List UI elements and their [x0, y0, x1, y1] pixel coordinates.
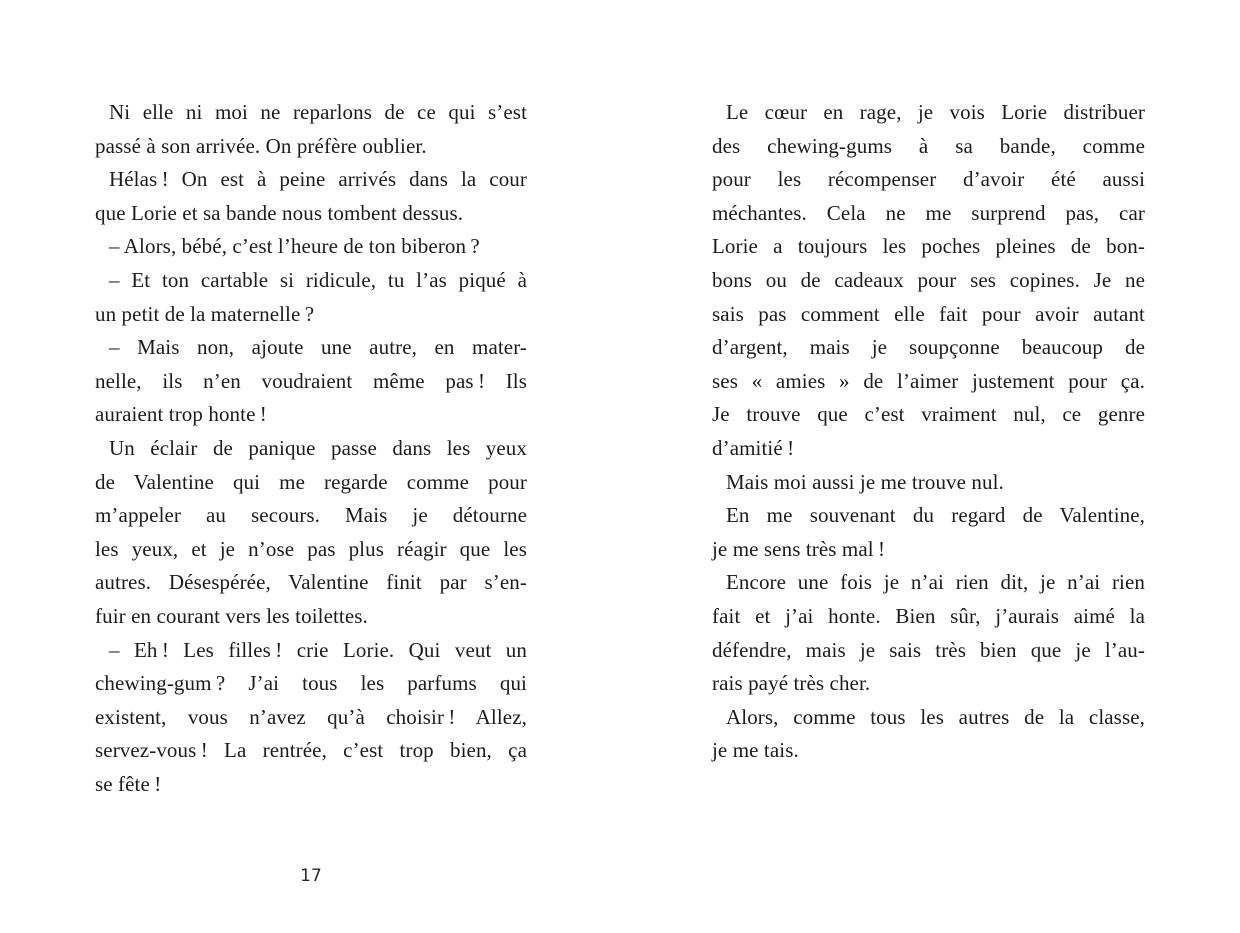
paragraph: [712, 499, 1145, 566]
text-line: d’argent, mais je soupçonne beaucoup de: [712, 335, 1145, 360]
text-line: – Alors, bébé, c’est l’heure de ton biberon ?: [109, 234, 480, 259]
text-line: – Et ton cartable si ridicule, tu l’as piqué à: [109, 267, 527, 292]
text-line: autres. Désespérée, Valentine finit par s’en-: [95, 570, 527, 595]
paragraph: [712, 96, 1145, 466]
paragraph: [712, 701, 1145, 768]
text-line: pour les récompenser d’avoir été aussi: [712, 167, 1145, 192]
text-line: chewing-gum ? J’ai tous les parfums qui: [95, 671, 527, 696]
text-line: bons ou de cadeaux pour ses copines. Je ne: [712, 267, 1145, 292]
text-line: nelle, ils n’en voudraient même pas ! Ils: [95, 368, 527, 393]
text-line: sais pas comment elle fait pour avoir autant: [712, 301, 1145, 326]
text-line: passé à son arrivée. On préfère oublier.: [95, 133, 427, 158]
paragraph: [95, 634, 527, 802]
text-line: En me souvenant du regard de Valentine,: [726, 503, 1145, 528]
text-line: Lorie a toujours les poches pleines de bon-: [712, 234, 1145, 259]
text-line: Ni elle ni moi ne reparlons de ce qui s’est: [109, 100, 527, 124]
paragraph: [95, 163, 527, 230]
paragraph: [712, 566, 1145, 700]
paragraph: [712, 466, 1145, 500]
text-line: Je trouve que c’est vraiment nul, ce genre: [712, 402, 1145, 427]
paragraph: [95, 230, 527, 264]
text-line: Un éclair de panique passe dans les yeux: [109, 435, 527, 460]
text-line: que Lorie et sa bande nous tombent dessus.: [95, 200, 464, 225]
text-line: servez-vous ! La rentrée, c’est trop bien, ça: [95, 738, 527, 763]
page-number: 17: [300, 866, 322, 886]
text-line: Le cœur en rage, je vois Lorie distribuer: [726, 100, 1145, 124]
text-line: de Valentine qui me regarde comme pour: [95, 469, 527, 494]
paragraph: [95, 96, 527, 163]
text-line: Alors, comme tous les autres de la classe,: [726, 704, 1145, 729]
text-line: les yeux, et je n’ose pas plus réagir que les: [95, 536, 527, 561]
text-line: fait et j’ai honte. Bien sûr, j’aurais aimé la: [712, 603, 1145, 628]
text-line: je me tais.: [712, 738, 799, 763]
text-line: méchantes. Cela ne me surprend pas, car: [712, 200, 1145, 225]
text-line: défendre, mais je sais très bien que je l’au-: [712, 637, 1145, 662]
paragraph: [95, 432, 527, 634]
text-line: – Eh ! Les filles ! crie Lorie. Qui veut un: [109, 637, 527, 662]
text-line: d’amitié !: [712, 435, 795, 460]
text-line: Hélas ! On est à peine arrivés dans la cour: [109, 167, 527, 192]
paragraph: [95, 264, 527, 331]
text-line: je me sens très mal !: [712, 536, 886, 561]
text-line: ses « amies » de l’aimer justement pour ça.: [712, 368, 1145, 393]
text-line: un petit de la maternelle ?: [95, 301, 315, 326]
text-line: Encore une fois je n’ai rien dit, je n’ai rien: [726, 570, 1145, 595]
text-line: des chewing-gums à sa bande, comme: [712, 133, 1145, 158]
text-line: se fête !: [95, 771, 162, 796]
text-line: auraient trop honte !: [95, 402, 267, 427]
text-line: fuir en courant vers les toilettes.: [95, 603, 368, 628]
text-column-right: [712, 96, 1145, 768]
text-line: rais payé très cher.: [712, 671, 871, 696]
text-line: Mais moi aussi je me trouve nul.: [726, 469, 1004, 494]
text-line: – Mais non, ajoute une autre, en mater-: [109, 335, 527, 360]
paragraph: [95, 331, 527, 432]
text-line: existent, vous n’avez qu’à choisir ! Allez,: [95, 704, 527, 729]
text-column-left: [95, 96, 527, 801]
text-line: m’appeler au secours. Mais je détourne: [95, 503, 527, 528]
